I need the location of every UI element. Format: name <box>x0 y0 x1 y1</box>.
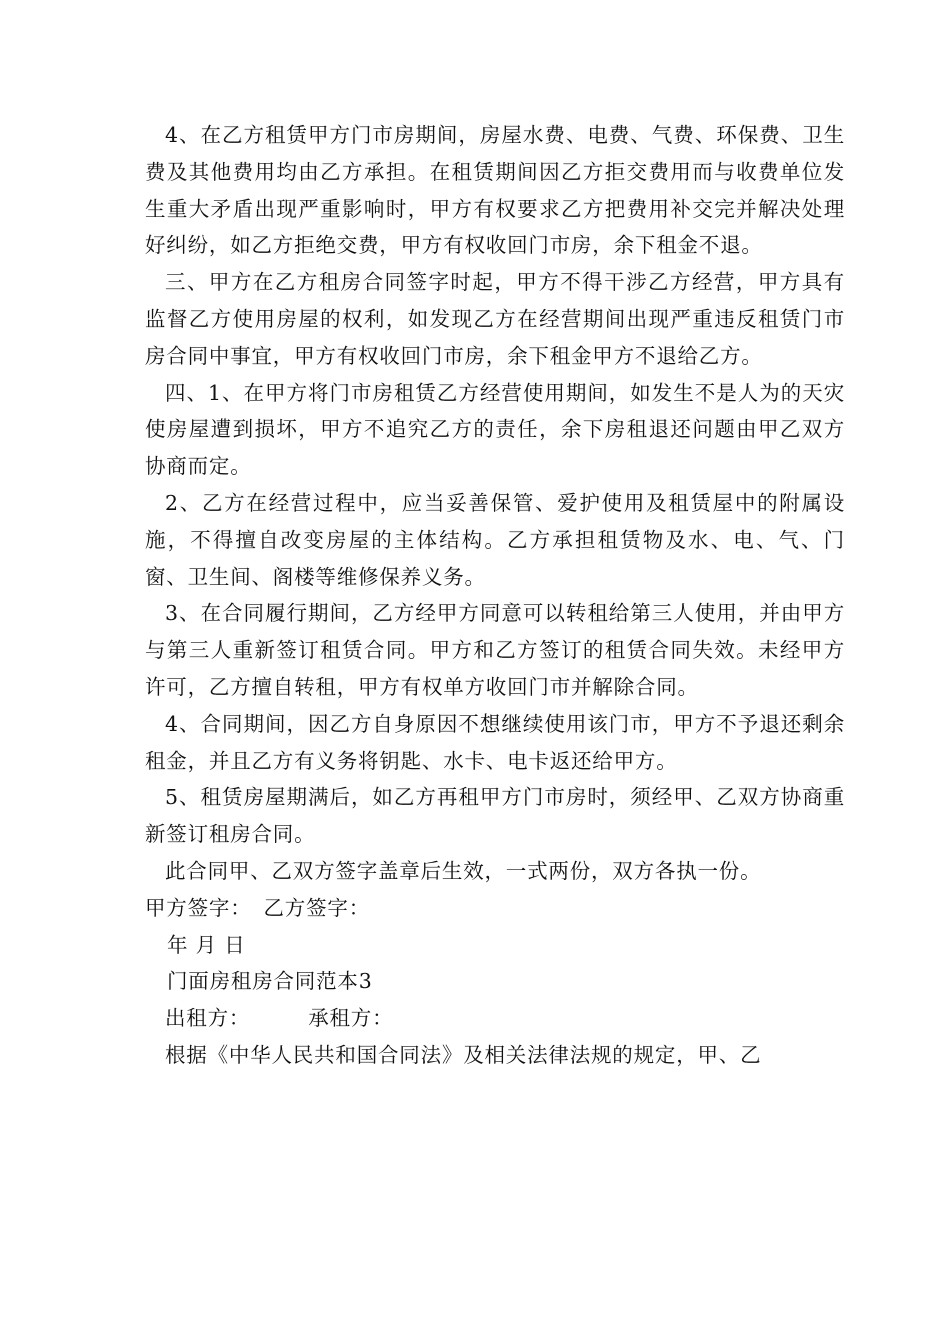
lessor-label: 出租方： <box>165 1006 251 1031</box>
party-a-signature-label: 甲方签字： <box>145 895 252 920</box>
clause-3-supervision: 三、甲方在乙方租房合同签字时起，甲方不得干涉乙方经营，甲方具有监督乙方使用房屋的权利，如发现乙方在经营期间出现严重违反租赁门市房合同中事宜，甲方有权收回门市房，余下租金甲方不退给乙方。 <box>145 270 845 368</box>
clause-4-1-disaster: 四、1、在甲方将门市房租赁乙方经营使用期间，如发生不是人为的天灾使房屋遭到损坏，甲方不追究乙方的责任，余下房租退还问题由甲乙双方协商而定。 <box>145 380 845 479</box>
effectiveness-clause: 此合同甲、乙双方签字盖章后生效，一式两份，双方各执一份。 <box>165 858 762 883</box>
clause-3-sublease: 3、在合同履行期间，乙方经甲方同意可以转租给第三人使用，并由甲方与第三人重新签订租赁合同。甲方和乙方签订的租赁合同失效。未经甲方许可，乙方擅自转租，甲方有权单方收回门市并解除合同。 <box>145 601 845 699</box>
signature-line <box>145 890 845 927</box>
clause-2-maintenance: 2、乙方在经营过程中，应当妥善保管、爱护使用及租赁屋中的附属设施，不得擅自改变房屋的主体结构。乙方承担租赁物及水、电、气、门窗、卫生间、阁楼等维修保养义务。 <box>145 490 845 589</box>
parties-line <box>145 1000 845 1037</box>
clause-4-termination: 4、合同期间，因乙方自身原因不想继续使用该门市，甲方不予退还剩余租金，并且乙方有义务将钥匙、水卡、电卡返还给甲方。 <box>145 711 845 773</box>
party-b-signature-label: 乙方签字： <box>263 895 370 920</box>
clause-4-fees: 4、在乙方租赁甲方门市房期间，房屋水费、电费、气费、环保费、卫生费及其他费用均由乙方承担。在租赁期间因乙方拒交费用而与收费单位发生重大矛盾出现严重影响时，甲方有权要求乙方把费用补交完并解决处理好纠纷，如乙方拒绝交费，甲方有权收回门市房，余下租金不退。 <box>145 123 845 258</box>
clause-5-renewal: 5、租赁房屋期满后，如乙方再租甲方门市房时，须经甲、乙双方协商重新签订租房合同。 <box>145 785 845 847</box>
document-body <box>145 117 845 1074</box>
date-line: 年 月 日 <box>167 932 246 957</box>
lessee-label: 承租方： <box>308 1006 394 1031</box>
contract-intro-paragraph: 根据《中华人民共和国合同法》及相关法律法规的规定，甲、乙 <box>165 1042 762 1067</box>
section-title: 门面房租房合同范本3 <box>167 969 373 994</box>
